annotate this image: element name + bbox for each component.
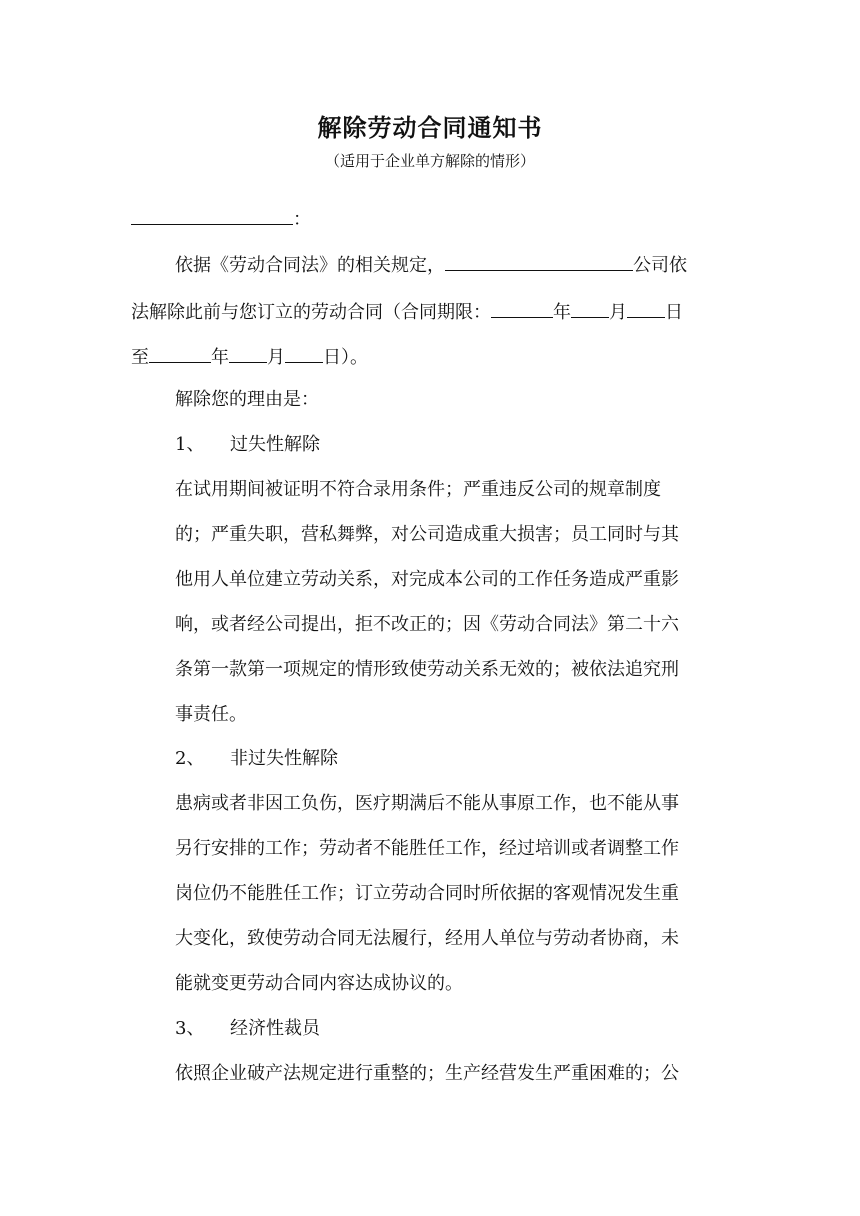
document-title: 解除劳动合同通知书 [317, 114, 543, 142]
section-1-line: 他用人单位建立劳动关系，对完成本公司的工作任务造成严重影 [175, 569, 679, 590]
section-1-line: 事责任。 [175, 704, 247, 725]
intro-text-2a: 法解除此前与您订立的劳动合同（合同期限： [131, 302, 491, 323]
start-year-blank[interactable] [491, 297, 553, 318]
year-label: 年 [553, 302, 571, 323]
intro-line-1 [175, 250, 687, 279]
section-1-line: 条第一款第一项规定的情形致使劳动关系无效的；被依法追究刑 [175, 659, 679, 680]
section-heading: 非过失性解除 [230, 748, 338, 769]
start-day-blank[interactable] [627, 297, 665, 318]
section-1-line: 的；严重失职，营私舞弊，对公司造成重大损害；员工同时与其 [175, 524, 679, 545]
section-2-line: 另行安排的工作；劳动者不能胜任工作，经过培训或者调整工作 [175, 838, 679, 859]
section-3-heading-row [175, 1016, 320, 1042]
intro-text-1b: 公司依 [633, 255, 687, 276]
intro-line-3 [131, 342, 368, 371]
section-number: 3、 [175, 1018, 205, 1039]
section-2-line: 能就变更劳动合同内容达成协议的。 [175, 973, 463, 994]
intro-text-3-end: 日）。 [323, 347, 368, 368]
end-day-blank[interactable] [285, 342, 323, 363]
section-1-line: 在试用期间被证明不符合录用条件；严重违反公司的规章制度 [175, 479, 661, 500]
section-1-line: 响，或者经公司提出，拒不改正的；因《劳动合同法》第二十六 [175, 614, 679, 635]
intro-text-1a: 依据《劳动合同法》的相关规定， [175, 255, 445, 276]
company-name-blank[interactable] [445, 250, 633, 271]
section-2-line: 岗位仍不能胜任工作；订立劳动合同时所依据的客观情况发生重 [175, 883, 679, 904]
section-2-line: 大变化，致使劳动合同无法履行，经用人单位与劳动者协商，未 [175, 928, 679, 949]
section-3-line: 依照企业破产法规定进行重整的；生产经营发生严重困难的；公 [175, 1063, 679, 1084]
section-heading: 经济性裁员 [230, 1018, 320, 1039]
section-number: 2、 [175, 748, 205, 769]
intro-text-3a: 至 [131, 347, 149, 368]
salutation-line [131, 204, 311, 233]
section-2-heading-row [175, 746, 338, 772]
reason-intro: 解除您的理由是： [175, 389, 319, 410]
section-1-heading-row [175, 432, 320, 458]
start-month-blank[interactable] [571, 297, 609, 318]
month-label: 月 [609, 302, 627, 323]
section-number: 1、 [175, 434, 205, 455]
recipient-name-blank[interactable] [131, 204, 293, 225]
intro-line-2 [131, 297, 683, 326]
section-heading: 过失性解除 [230, 434, 320, 455]
year-label: 年 [211, 347, 229, 368]
day-label: 日 [665, 302, 683, 323]
month-label: 月 [267, 347, 285, 368]
salutation-colon: ： [293, 209, 311, 230]
document-subtitle: （适用于企业单方解除的情形） [324, 152, 535, 170]
section-2-line: 患病或者非因工负伤，医疗期满后不能从事原工作，也不能从事 [175, 793, 679, 814]
end-month-blank[interactable] [229, 342, 267, 363]
end-year-blank[interactable] [149, 342, 211, 363]
